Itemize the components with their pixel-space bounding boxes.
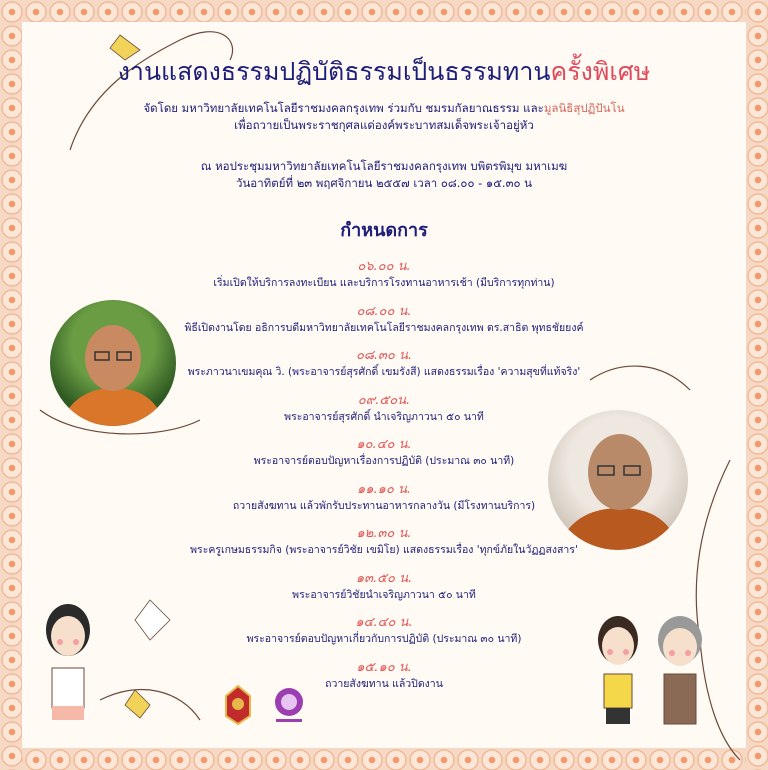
venue-block: [0, 158, 768, 192]
organizer-line-1: จัดโดย มหาวิทยาลัยเทคโนโลยีราชมงคลกรุงเทพ ร่วมกับ ชมรมกัลยาณธรรม และ: [143, 101, 544, 115]
schedule-time: ๑๐.๔๐ น.: [356, 437, 412, 452]
schedule-time: ๑๔.๔๐ น.: [355, 615, 413, 630]
schedule-time: ๑๓.๕๐ น.: [355, 570, 413, 586]
date-line: วันอาทิตย์ที่ ๒๓ พฤศจิกายน ๒๕๕๗ เวลา ๐๘.๐๐ - ๑๕.๓๐ น: [235, 176, 532, 190]
schedule-time: ๐๘.๓๐ น.: [355, 348, 413, 363]
event-title-accent: ครั้งพิเศษ: [550, 57, 651, 86]
cartoon-girl-left-icon: [38, 598, 98, 728]
schedule-title: กำหนดการ: [340, 220, 428, 241]
schedule-item: [150, 570, 618, 615]
organizer-block: [0, 100, 768, 134]
schedule-time: ๑๕.๑๐ น.: [356, 659, 412, 675]
schedule-text: พระครูเกษมธรรมกิจ (พระอาจารย์วิชัย เขมิโย) แสดงธรรมเรื่อง 'ทุกข์ภัยในวัฏฏสงสาร': [190, 544, 578, 556]
schedule-time: ๐๘.๐๐ น.: [356, 303, 412, 319]
schedule-item: [150, 614, 618, 659]
schedule-text: พระอาจารย์สุรศักดิ์ นำเจริญภาวนา ๕๐ นาที: [284, 410, 484, 423]
schedule-time: ๐๙.๕๐น.: [357, 392, 411, 408]
schedule-item: [150, 347, 618, 392]
schedule-text: พระอาจารย์วิชัยนำเจริญภาวนา ๕๐ นาที: [292, 588, 476, 601]
university-logo-icon: [222, 684, 254, 726]
event-title: [0, 52, 768, 92]
monk-portrait-icon: [548, 410, 688, 550]
monk-portrait-icon: [50, 300, 176, 426]
venue-line: ณ หอประชุมมหาวิทยาลัยเทคโนโลยีราชมงคลกรุงเทพ บพิตรพิมุข มหาเมฆ: [200, 159, 568, 173]
schedule-item: [150, 303, 618, 348]
schedule-text: พระอาจารย์ตอบปัญหาเรื่องการปฏิบัติ (ประมาณ ๓๐ นาที): [253, 455, 515, 467]
monk-photo-left: [50, 300, 176, 426]
organizer-foundation: มูลนิธิสุปฏิปันโน: [543, 101, 625, 115]
schedule-text: เริ่มเปิดให้บริการลงทะเบียน และบริการโรงทานอาหารเช้า (มีบริการทุกท่าน): [213, 277, 555, 289]
schedule-item: [150, 659, 618, 704]
schedule-item: [150, 392, 618, 437]
schedule-text: ถวายสังฆทาน แล้วปิดงาน: [325, 677, 443, 690]
cartoon-girl-right-icon: [592, 610, 644, 728]
kalyanadhamma-club-logo-icon: [272, 686, 306, 726]
schedule-time: ๑๒.๓๐ น.: [356, 526, 412, 541]
schedule-text: ถวายสังฆทาน แล้วพักรับประทานอาหารกลางวัน (มีโรงทานบริการ): [232, 499, 536, 512]
schedule-item: [150, 525, 618, 570]
schedule-text: พิธีเปิดงานโดย อธิการบดีมหาวิทยาลัยเทคโนโลยีราชมงคลกรุงเทพ ดร.สาธิต พุทธชัยยงค์: [184, 321, 584, 334]
schedule-text: พระอาจารย์ตอบปัญหาเกี่ยวกับการปฏิบัติ (ประมาณ ๓๐ นาที): [246, 633, 522, 645]
schedule-time: ๑๑.๑๐ น.: [357, 481, 411, 497]
cartoon-grandma-icon: [652, 610, 708, 730]
schedule-item: [150, 258, 618, 303]
organizer-line-2: เพื่อถวายเป็นพระราชกุศลแด่องค์พระบาทสมเด็จพระเจ้าอยู่หัว: [234, 118, 534, 132]
event-title-main: งานแสดงธรรมปฏิบัติธรรมเป็นธรรมทาน: [117, 57, 551, 86]
schedule-text: พระภาวนาเขมคุณ วิ. (พระอาจารย์สุรศักดิ์ เขมรังสี) แสดงธรรมเรื่อง 'ความสุขที่แท้จริง': [187, 366, 581, 378]
schedule-time: ๐๖.๐๐ น.: [357, 259, 411, 274]
monk-photo-right: [548, 410, 688, 550]
